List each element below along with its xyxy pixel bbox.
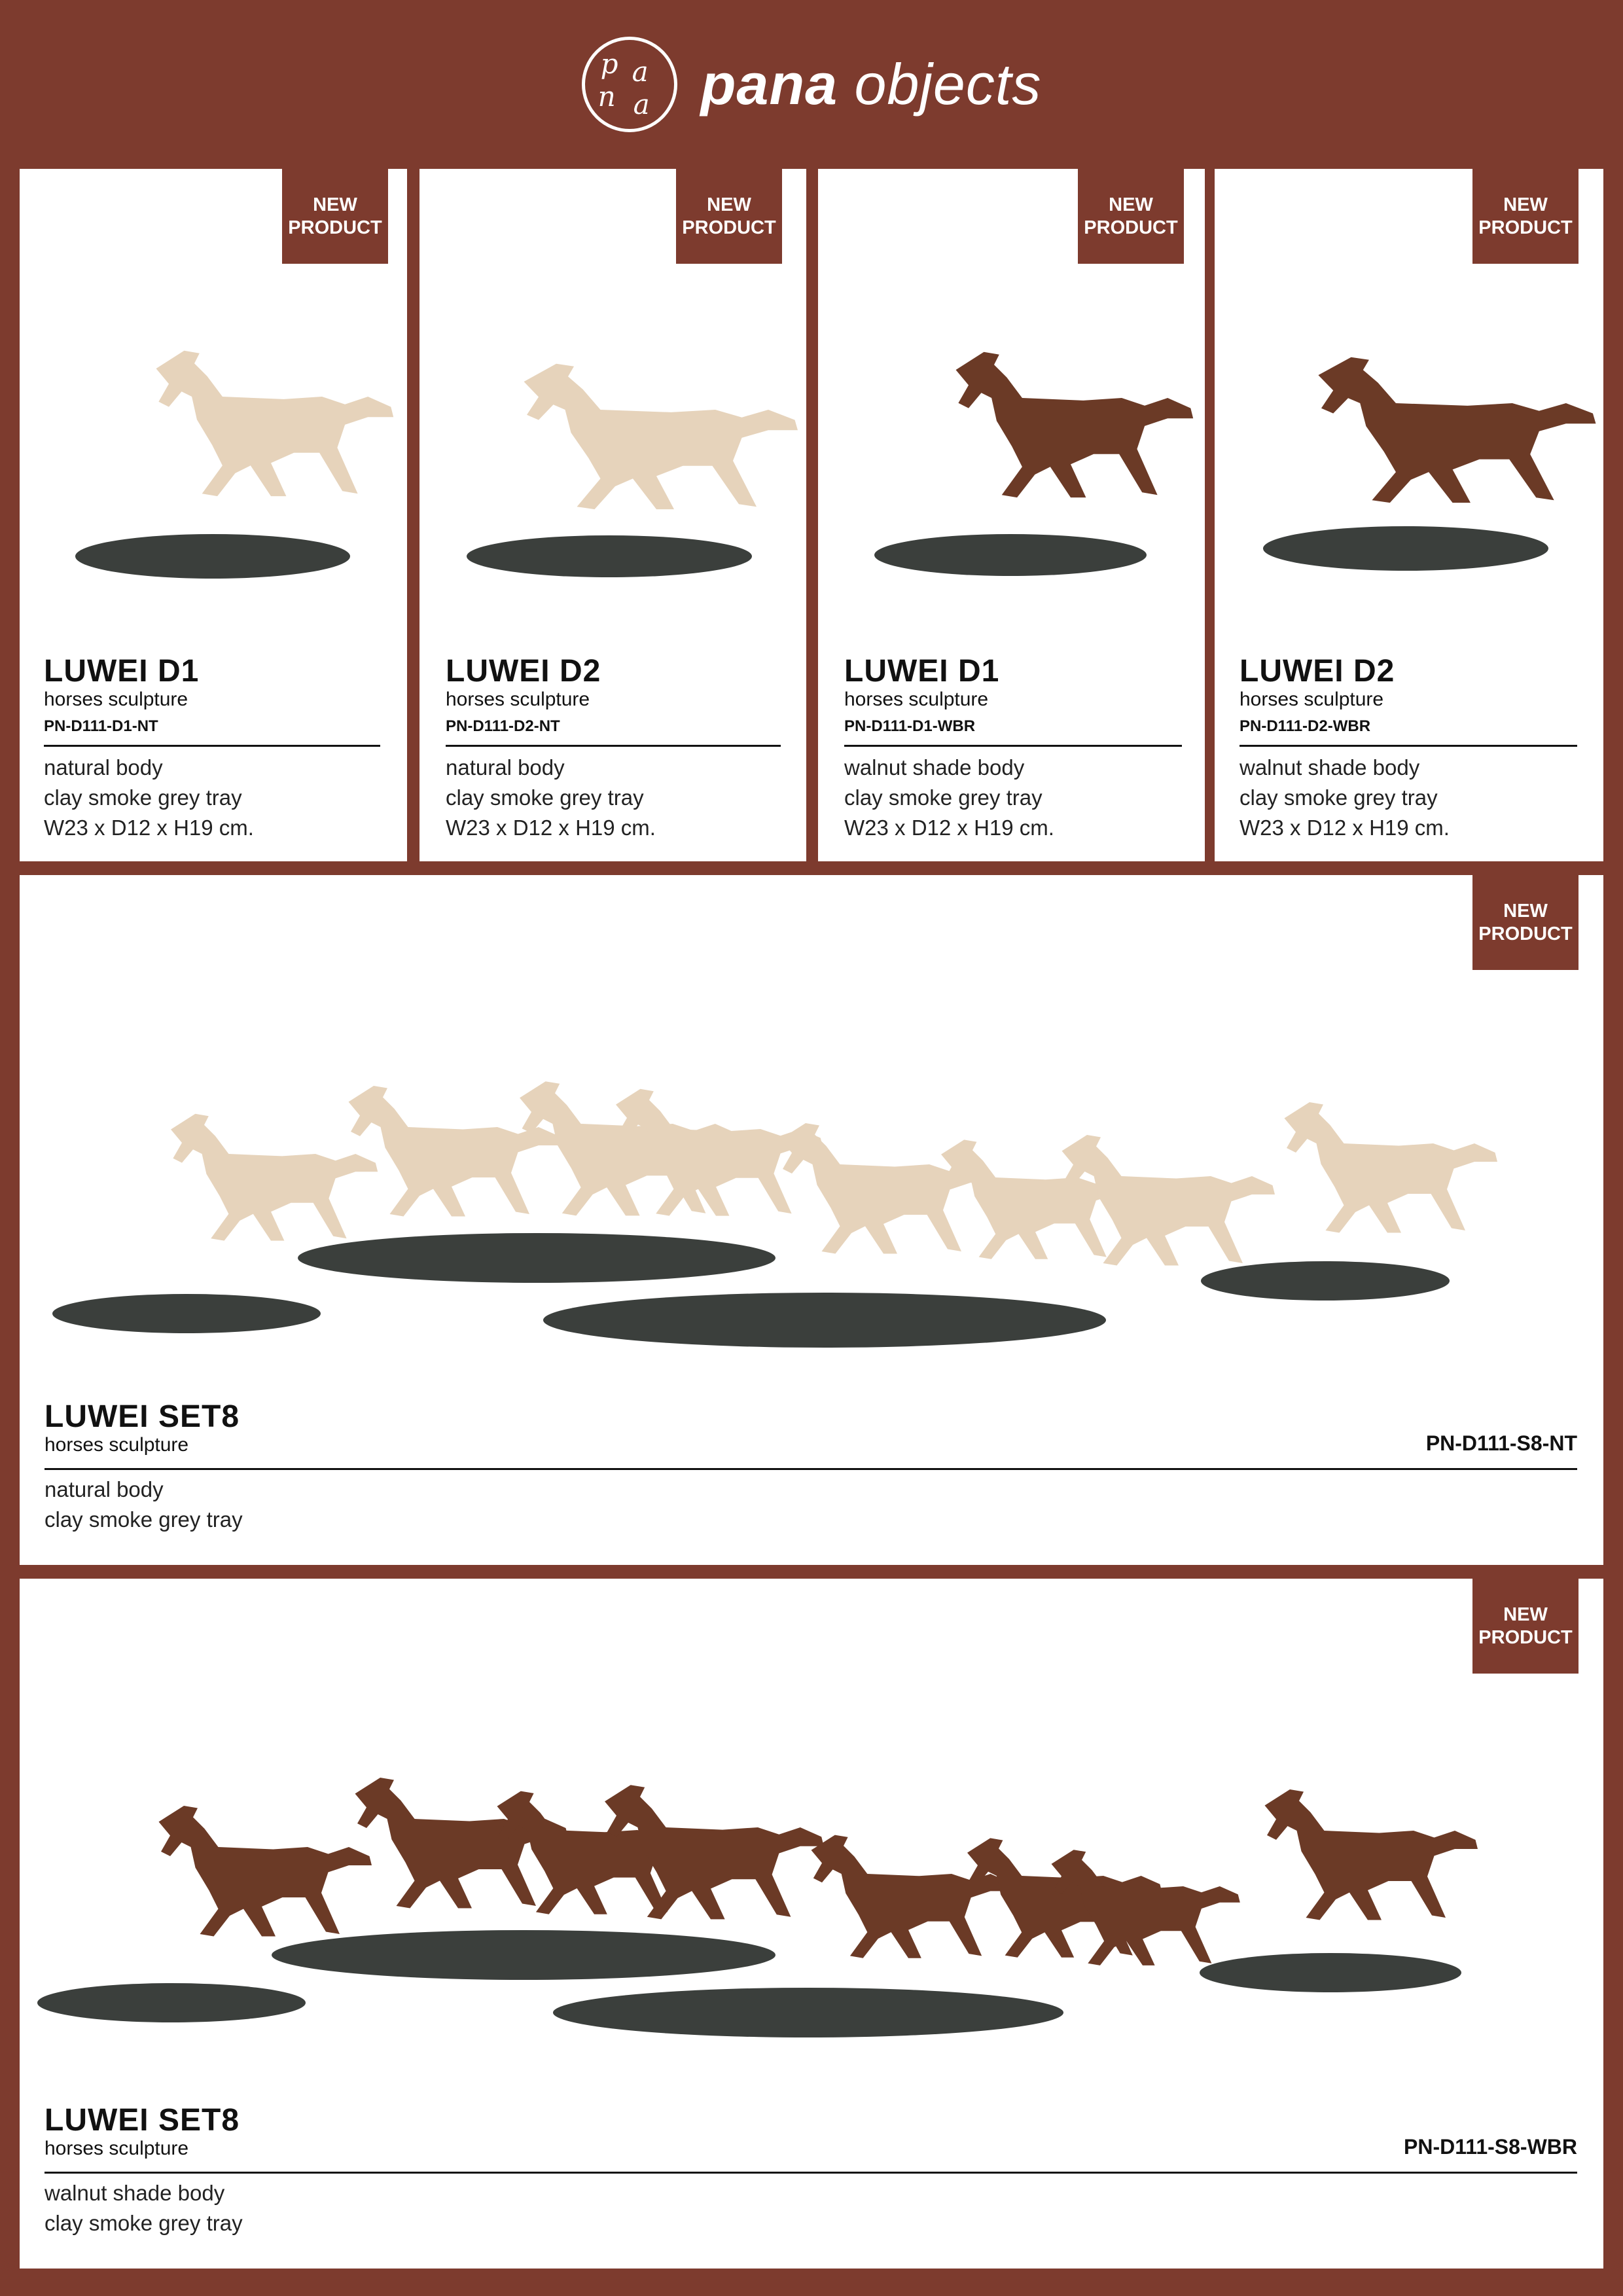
product-code: PN-D111-D1-WBR (844, 717, 976, 735)
product-title: LUWEI D1 (44, 654, 200, 689)
divider (45, 2172, 1577, 2174)
product-spec-line: W23 x D12 x H19 cm. (446, 816, 656, 840)
badge-label: PRODUCT (1478, 217, 1573, 238)
badge-label: PRODUCT (1084, 217, 1178, 238)
product-subtitle: horses sculpture (446, 689, 590, 710)
product-subtitle: horses sculpture (844, 689, 989, 710)
product-card (419, 169, 806, 861)
product-card (20, 169, 407, 861)
badge-label: PRODUCT (1478, 1626, 1573, 1648)
product-subtitle: horses sculpture (45, 2138, 189, 2159)
product-title: LUWEI SET8 (45, 2103, 240, 2138)
product-subtitle: horses sculpture (45, 1434, 189, 1456)
product-spec-line: natural body (44, 755, 163, 780)
horse-sculpture-image (818, 169, 1205, 588)
product-spec-line: walnut shade body (844, 755, 1025, 780)
product-code: PN-D111-S8-NT (1425, 1431, 1577, 1455)
badge-label: NEW (707, 194, 751, 215)
horse-set-image (20, 1579, 1603, 2076)
badge-label: NEW (1503, 194, 1548, 215)
product-spec-line: clay smoke grey tray (44, 785, 242, 810)
product-code: PN-D111-D1-NT (44, 717, 158, 735)
brand-name-part: pana (700, 52, 838, 117)
badge-label: PRODUCT (288, 217, 382, 238)
product-code: PN-D111-D2-NT (446, 717, 560, 735)
product-title: LUWEI D2 (446, 654, 601, 689)
divider (1240, 745, 1577, 747)
horse-sculpture-image (419, 169, 806, 588)
badge-label: PRODUCT (682, 217, 776, 238)
logo-glyph: a (632, 56, 649, 88)
divider (446, 745, 781, 747)
badge-label: NEW (1503, 900, 1548, 922)
product-card (818, 169, 1205, 861)
logo-glyph: n (597, 81, 616, 113)
product-subtitle: horses sculpture (1240, 689, 1384, 710)
divider (844, 745, 1182, 747)
product-spec-line: clay smoke grey tray (844, 785, 1043, 810)
brand-name (701, 51, 1042, 118)
product-code: PN-D111-D2-WBR (1240, 717, 1371, 735)
horse-set-image (20, 875, 1603, 1372)
product-spec-line: clay smoke grey tray (45, 2211, 243, 2235)
product-title: LUWEI D2 (1240, 654, 1395, 689)
product-spec-line: clay smoke grey tray (45, 1507, 243, 1532)
product-spec-line: clay smoke grey tray (446, 785, 644, 810)
horse-sculpture-image (20, 169, 407, 588)
badge-label: NEW (1109, 194, 1153, 215)
product-code: PN-D111-S8-WBR (1404, 2135, 1577, 2159)
product-spec-line: clay smoke grey tray (1240, 785, 1438, 810)
product-card (1215, 169, 1603, 861)
product-title: LUWEI SET8 (45, 1399, 240, 1434)
product-subtitle: horses sculpture (44, 689, 188, 710)
product-spec-line: W23 x D12 x H19 cm. (44, 816, 254, 840)
product-spec-line: W23 x D12 x H19 cm. (844, 816, 1054, 840)
set-card (20, 875, 1603, 1565)
brand-name-part: objects (838, 52, 1042, 117)
pana-logo-icon (582, 37, 677, 132)
badge-label: NEW (313, 194, 357, 215)
product-title: LUWEI D1 (844, 654, 1000, 689)
product-spec-line: natural body (446, 755, 565, 780)
product-spec-line: W23 x D12 x H19 cm. (1240, 816, 1450, 840)
badge-label: NEW (1503, 1604, 1548, 1625)
set-card (20, 1579, 1603, 2269)
brand-header (0, 0, 1623, 169)
horse-sculpture-image (1215, 169, 1603, 588)
divider (44, 745, 380, 747)
logo-glyph: a (633, 88, 650, 120)
product-spec-line: walnut shade body (45, 2181, 225, 2205)
divider (45, 1468, 1577, 1470)
badge-label: PRODUCT (1478, 923, 1573, 944)
product-spec-line: walnut shade body (1240, 755, 1420, 780)
product-spec-line: natural body (45, 1477, 164, 1501)
logo-glyph: p (600, 48, 618, 80)
